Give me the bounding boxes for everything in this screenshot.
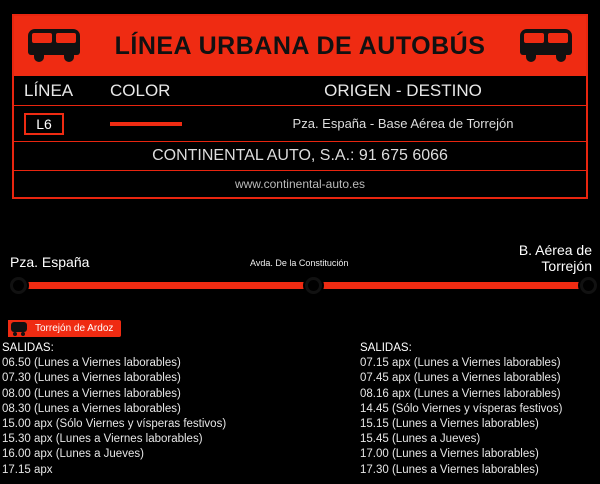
timetable-heading: SALIDAS: xyxy=(360,342,412,354)
list-item: 06.50 (Lunes a Viernes laborables) xyxy=(2,357,181,370)
color-swatch-cell xyxy=(110,122,230,126)
route-stop-label-origin: Pza. España xyxy=(10,254,90,270)
operator-row: CONTINENTAL AUTO, S.A.: 91 675 6066 xyxy=(14,142,586,171)
bus-icon xyxy=(28,29,80,63)
route-stop-marker xyxy=(8,275,29,296)
origen-destino-value: Pza. España - Base Aérea de Torrejón xyxy=(292,116,514,131)
city-badge xyxy=(8,320,121,337)
website-row: www.continental-auto.es xyxy=(234,177,366,191)
list-item: 07.15 apx (Lunes a Viernes laborables) xyxy=(360,357,561,370)
title-bar xyxy=(14,16,586,76)
list-item: 15.30 apx (Lunes a Viernes laborables) xyxy=(2,433,203,446)
list-item: 14.45 (Sólo Viernes y vísperas festivos) xyxy=(360,402,563,415)
list-item: 07.30 (Lunes a Viernes laborables) xyxy=(2,372,181,385)
line-badge-cell xyxy=(24,113,110,135)
city-badge-label: Torrejón de Ardoz xyxy=(35,323,114,334)
table-header-row xyxy=(14,76,586,106)
list-item: 15.15 (Lunes a Viernes laborables) xyxy=(360,418,539,431)
timetable-return xyxy=(360,341,600,478)
route-stop-label-middle: Avda. De la Constitución xyxy=(250,258,349,268)
column-header-origen-destino: ORIGEN - DESTINO xyxy=(324,80,482,100)
list-item: 08.30 (Lunes a Viernes laborables) xyxy=(2,402,181,415)
column-header-color: COLOR xyxy=(110,80,171,100)
list-item: 15.45 (Lunes a Jueves) xyxy=(360,433,481,446)
column-header-linea: LÍNEA xyxy=(24,80,74,100)
list-item: 16.00 apx (Lunes a Jueves) xyxy=(2,448,144,461)
bus-icon xyxy=(520,29,572,63)
page-title: LÍNEA URBANA DE AUTOBÚS xyxy=(114,31,486,60)
status-badge: L6 xyxy=(24,113,64,135)
list-item: 07.45 apx (Lunes a Viernes laborables) xyxy=(360,372,561,385)
line-info-panel xyxy=(12,14,588,199)
route-line xyxy=(10,282,590,289)
route-stop-label-destination: B. Aérea de Torrejón xyxy=(518,242,592,274)
timetable-outbound xyxy=(2,341,347,478)
list-item: 08.16 apx (Lunes a Viernes laborables) xyxy=(360,387,561,400)
route-stop-marker xyxy=(578,275,599,296)
list-item: 17.30 (Lunes a Viernes laborables) xyxy=(360,463,539,476)
table-row xyxy=(14,106,586,142)
route-diagram xyxy=(0,240,600,310)
list-item: 15.00 apx (Sólo Viernes y vísperas festivos) xyxy=(2,418,227,431)
bus-icon xyxy=(8,320,30,337)
line-color-swatch xyxy=(110,122,182,126)
route-stop-marker xyxy=(303,275,324,296)
list-item: 08.00 (Lunes a Viernes laborables) xyxy=(2,387,181,400)
list-item: 17.00 (Lunes a Viernes laborables) xyxy=(360,448,539,461)
timetable-heading: SALIDAS: xyxy=(2,342,54,354)
list-item: 17.15 apx xyxy=(2,463,53,476)
